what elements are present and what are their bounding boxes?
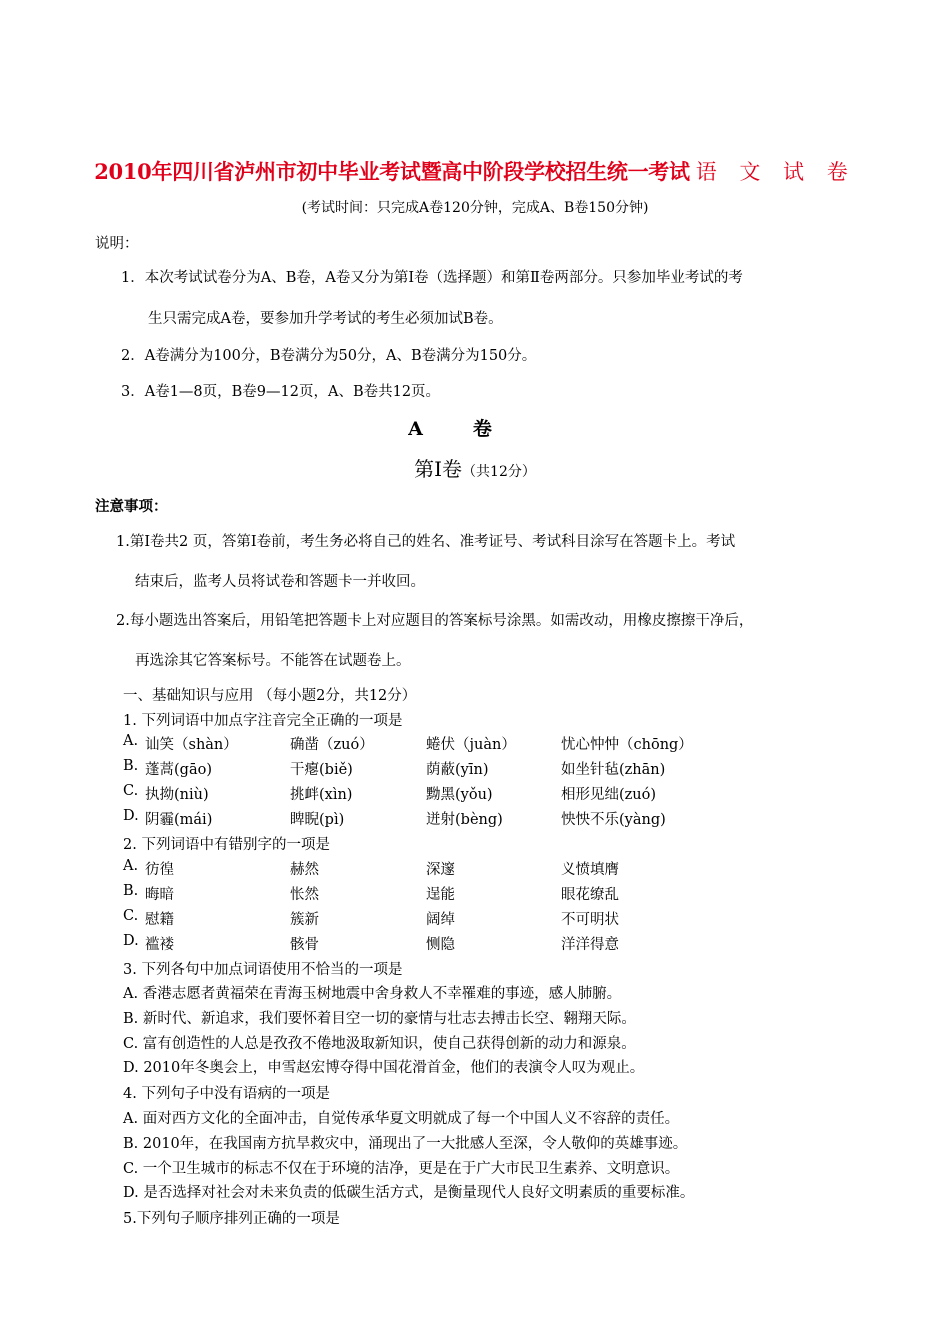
option-cell: 相形见绌(zuó): [561, 787, 657, 803]
option-label: C.: [123, 908, 139, 924]
juan-1-score: （共12分）: [462, 464, 536, 480]
notice-label: 注意事项：: [95, 498, 168, 515]
time-note: (考试时间：只完成A卷120分钟，完成A、B卷150分钟): [301, 200, 649, 216]
option-cell: 荫蔽(yīn): [426, 762, 489, 778]
title-text: 2010年四川省泸州市初中毕业考试暨高中阶段学校招生统一考试: [94, 159, 690, 184]
option-cell: 彷徨: [145, 862, 174, 878]
explain-line-4: 3．A卷1—8页，B卷9—12页，A、B卷共12页。: [121, 384, 441, 400]
q4-option-a: A. 面对西方文化的全面冲击，自觉传承华夏文明就成了每一个中国人义不容辞的责任。: [123, 1111, 680, 1127]
explain-line-3: 2．A卷满分为100分，B卷满分为50分，A、B卷满分为150分。: [121, 348, 537, 364]
option-cell: 挑衅(xìn): [290, 787, 353, 803]
option-cell: 怅然: [290, 887, 319, 903]
option-cell: 如坐针毡(zhān): [561, 762, 666, 778]
q3-option-b: B. 新时代、新追求，我们要怀着目空一切的豪情与壮志去搏击长空、翱翔天际。: [123, 1011, 636, 1027]
question-5-stem: 5.下列句子顺序排列正确的一项是: [123, 1211, 340, 1227]
option-cell: 义愤填膺: [561, 862, 619, 878]
option-cell: 蜷伏（juàn）: [426, 737, 516, 753]
juan-1-heading: [0, 453, 950, 482]
option-cell: 黝黑(yǒu): [426, 787, 493, 803]
notice-line-1: 1.第Ⅰ卷共2 页，答第Ⅰ卷前，考生务必将自己的姓名、准考证号、考试科目涂写在答题卡上。考试: [116, 534, 736, 550]
option-cell: 晦暗: [145, 887, 174, 903]
option-cell: 阴霾(mái): [145, 812, 213, 828]
option-cell: 睥睨(pì): [290, 812, 345, 828]
option-label: B.: [123, 758, 139, 774]
option-cell: 迸射(bèng): [426, 812, 503, 828]
option-label: A.: [123, 733, 139, 749]
option-cell: 执拗(niù): [145, 787, 209, 803]
subject-text: 语 文 试 卷: [695, 160, 856, 184]
option-cell: 眼花缭乱: [561, 887, 619, 903]
q3-option-c: C. 富有创造性的人总是孜孜不倦地汲取新知识，使自己获得创新的动力和源泉。: [123, 1036, 636, 1052]
option-label: A.: [123, 858, 139, 874]
option-cell: 恻隐: [426, 937, 455, 953]
option-label: C.: [123, 783, 139, 799]
option-cell: 赫然: [290, 862, 319, 878]
explain-line-2: 生只需完成A卷，要参加升学考试的考生必须加试B卷。: [148, 311, 503, 327]
juan-a-heading: A卷: [408, 418, 542, 440]
question-2-stem: 2. 下列词语中有错别字的一项是: [123, 837, 330, 853]
option-cell: 怏怏不乐(yàng): [561, 812, 666, 828]
option-cell: 褴褛: [145, 937, 174, 953]
option-cell: 慰籍: [145, 912, 174, 928]
question-3-stem: 3. 下列各句中加点词语使用不恰当的一项是: [123, 962, 403, 978]
q4-option-b: B. 2010年，在我国南方抗旱救灾中，涌现出了一大批感人至深，令人敬仰的英雄事迹。: [123, 1136, 688, 1152]
notice-line-3: 2.每小题选出答案后，用铅笔把答题卡上对应题目的答案标号涂黑。如需改动，用橡皮擦擦干净后，: [116, 613, 754, 629]
option-cell: 确凿（zuó）: [290, 737, 374, 753]
section-1-heading: 一、基础知识与应用 （每小题2分，共12分）: [123, 688, 417, 704]
option-label: D.: [123, 808, 139, 824]
option-cell: 讪笑（shàn）: [145, 737, 238, 753]
option-cell: 洋洋得意: [561, 937, 619, 953]
exam-title: [0, 156, 950, 186]
question-4-stem: 4. 下列句子中没有语病的一项是: [123, 1086, 330, 1102]
juan-1-text: 第Ⅰ卷: [414, 457, 463, 481]
option-cell: 忧心忡忡（chōng）: [561, 737, 693, 753]
option-cell: 干瘪(biě): [290, 762, 353, 778]
option-cell: 蓬蒿(gāo): [145, 762, 212, 778]
q4-option-c: C. 一个卫生城市的标志不仅在于环境的洁净，更是在于广大市民卫生素养、文明意识。: [123, 1161, 680, 1177]
notice-line-4: 再选涂其它答案标号。不能答在试题卷上。: [135, 653, 411, 669]
option-cell: 阔绰: [426, 912, 455, 928]
option-cell: 簇新: [290, 912, 319, 928]
explain-line-1: 1．本次考试试卷分为A、B卷，A卷又分为第Ⅰ卷（选择题）和第Ⅱ卷两部分。只参加毕业考试的考: [121, 270, 743, 286]
option-cell: 不可明状: [561, 912, 619, 928]
q3-option-d: D. 2010年冬奥会上，申雪赵宏博夺得中国花滑首金，他们的表演令人叹为观止。: [123, 1060, 645, 1076]
question-1-stem: 1. 下列词语中加点字注音完全正确的一项是: [123, 713, 403, 729]
option-cell: 逞能: [426, 887, 455, 903]
q3-option-a: A. 香港志愿者黄福荣在青海玉树地震中舍身救人不幸罹难的事迹，感人肺腑。: [123, 986, 622, 1002]
explain-label: 说明：: [95, 236, 139, 252]
q4-option-d: D. 是否选择对社会对未来负责的低碳生活方式，是衡量现代人良好文明素质的重要标准。: [123, 1185, 695, 1201]
notice-line-2: 结束后，监考人员将试卷和答题卡一并收回。: [135, 574, 425, 590]
option-cell: 骸骨: [290, 937, 319, 953]
option-cell: 深邃: [426, 862, 455, 878]
option-label: B.: [123, 883, 139, 899]
option-label: D.: [123, 933, 139, 949]
